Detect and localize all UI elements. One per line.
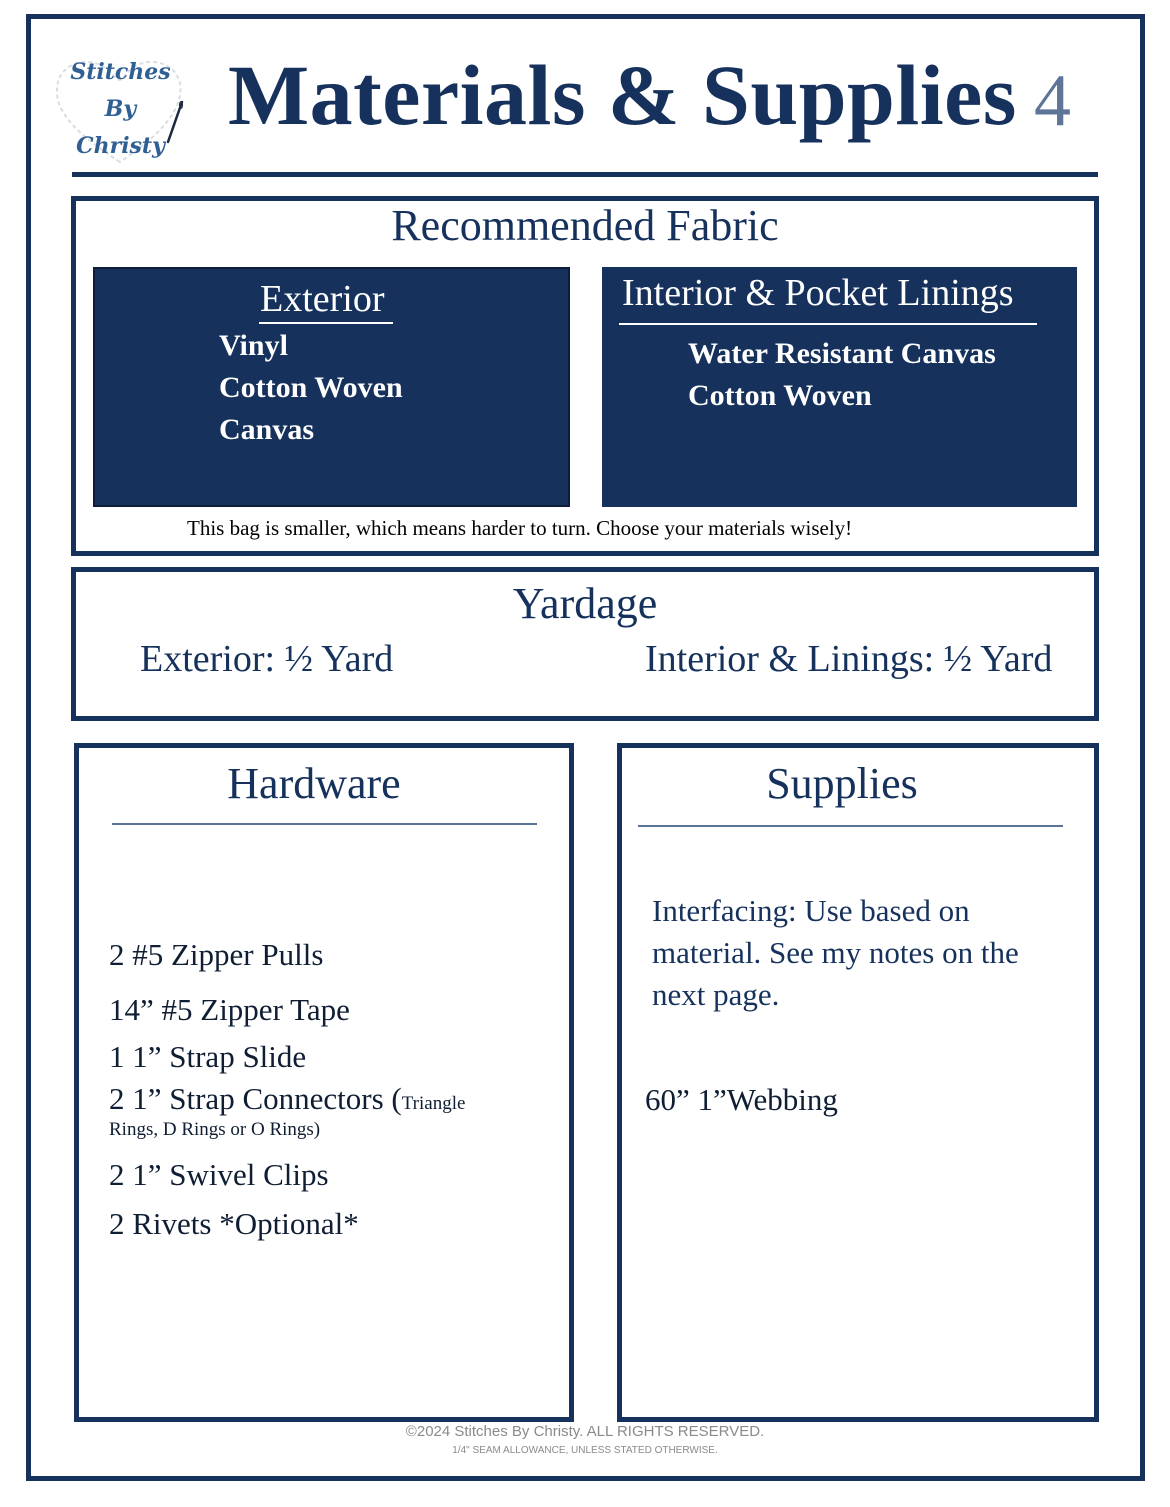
strap-connectors-note: Triangle <box>401 1093 466 1114</box>
page-title: Materials & Supplies <box>228 47 1017 143</box>
hardware-title: Hardware <box>227 759 401 808</box>
hardware-item: 1 1” Strap Slide <box>109 1039 307 1074</box>
yardage-title: Yardage <box>512 579 658 628</box>
hardware-item: 2 1” Swivel Clips <box>109 1157 329 1192</box>
interior-item: Water Resistant Canvas <box>688 337 996 370</box>
supplies-title: Supplies <box>766 759 918 808</box>
hardware-item: 14” #5 Zipper Tape <box>109 992 350 1027</box>
hardware-item: 2 #5 Zipper Pulls <box>109 937 324 972</box>
title-divider <box>72 172 1098 177</box>
interior-panel <box>602 267 1077 507</box>
interior-underline <box>619 323 1037 325</box>
copyright: ©2024 Stitches By Christy. ALL RIGHTS RESERVED. <box>405 1423 765 1440</box>
recommended-fabric-title: Recommended Fabric <box>391 201 779 250</box>
supplies-divider <box>638 825 1063 827</box>
hardware-item-note: Rings, D Rings or O Rings) <box>109 1119 321 1140</box>
interior-item: Cotton Woven <box>688 379 872 412</box>
supplies-webbing: 60” 1”Webbing <box>645 1082 838 1117</box>
interior-heading: Interior & Pocket Linings <box>622 272 1014 314</box>
logo-line-1: Stitches <box>70 59 171 85</box>
exterior-item: Cotton Woven <box>219 371 403 404</box>
page-number: 4 <box>1034 60 1071 142</box>
hardware-item: 2 Rivets *Optional* <box>109 1206 359 1241</box>
strap-connectors-label: 2 1” Strap Connectors ( <box>109 1081 402 1116</box>
yardage-exterior: Exterior: ½ Yard <box>140 638 394 680</box>
logo-line-2: By <box>104 96 137 122</box>
exterior-heading: Exterior <box>260 278 385 320</box>
exterior-panel <box>93 267 570 507</box>
exterior-underline <box>259 322 393 324</box>
hardware-divider <box>112 823 537 825</box>
exterior-item: Vinyl <box>219 329 288 362</box>
logo-line-3: Christy <box>76 133 165 159</box>
supplies-interfacing: Interfacing: Use based on material. See my notes on the next page. <box>652 893 1019 1012</box>
exterior-item: Canvas <box>219 413 315 446</box>
yardage-interior: Interior & Linings: ½ Yard <box>645 638 1053 680</box>
logo <box>50 52 190 167</box>
fabric-note: This bag is smaller, which means harder to turn. Choose your materials wisely! <box>187 516 853 540</box>
seam-allowance-note: 1/4" SEAM ALLOWANCE, UNLESS STATED OTHERWISE. <box>452 1445 718 1456</box>
